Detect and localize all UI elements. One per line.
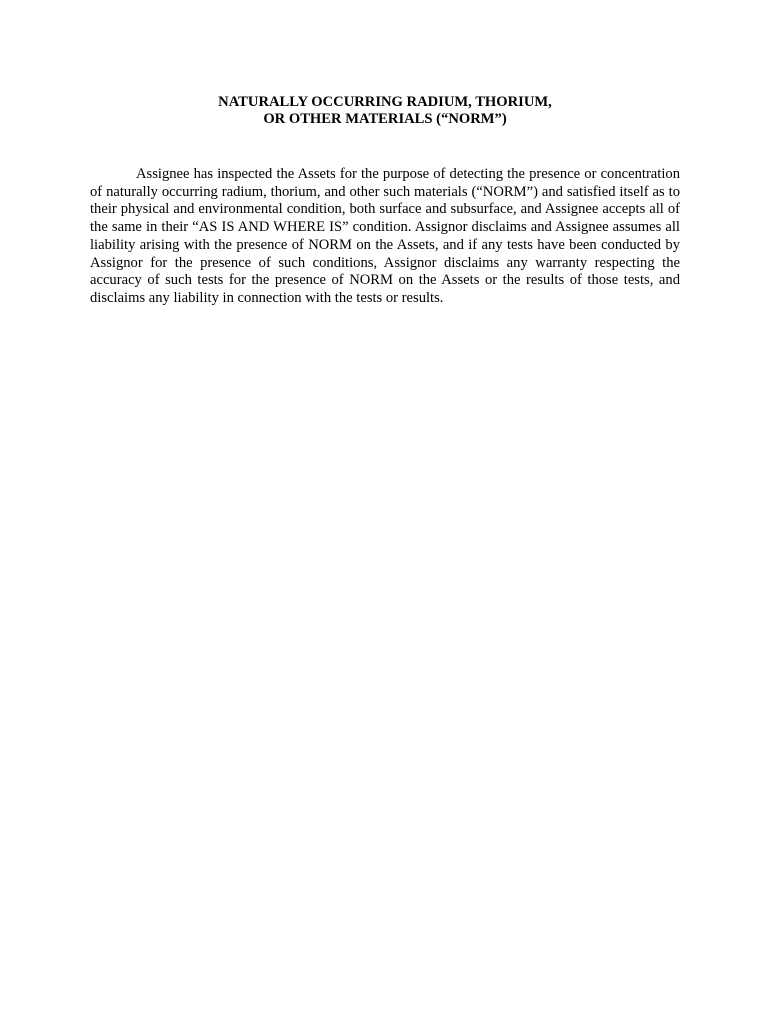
title-line-1: NATURALLY OCCURRING RADIUM, THORIUM,: [218, 94, 552, 110]
document-title: [90, 94, 680, 128]
body-paragraph: Assignee has inspected the Assets for the purpose of detecting the presence or concentration of naturally occurring radium, thorium, and other such materials (“NORM”) and satisfied itself as to their physical and environmental condition, both surface and subsurface, and Assignee accepts all of the same in their “AS IS AND WHERE IS” condition. Assignor disclaims and Assignee assumes all liability arising with the presence of NORM on the Assets, and if any tests have been conducted by Assignor for the presence of such conditions, Assignor disclaims any warranty respecting the accuracy of such tests for the presence of NORM on the Assets or the results of those tests, and disclaims any liability in connection with the tests or results.: [90, 166, 680, 306]
title-line-2: OR OTHER MATERIALS (“NORM”): [263, 111, 507, 127]
